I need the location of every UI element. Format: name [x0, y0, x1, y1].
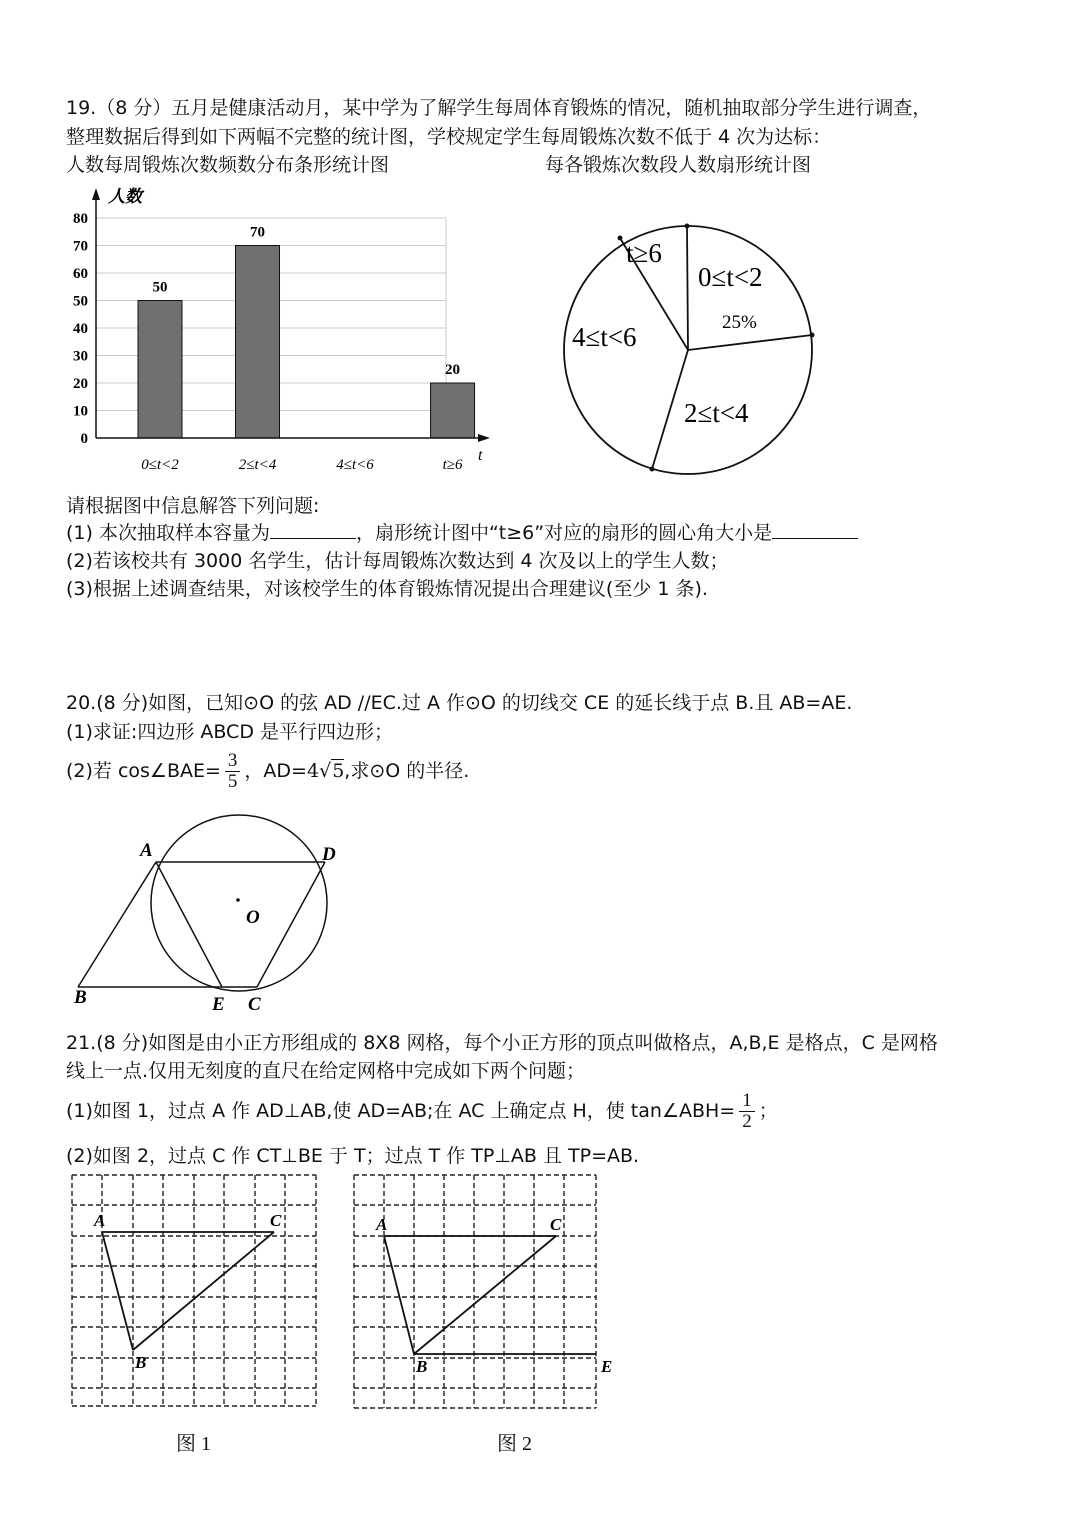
x-category-label: 0≤t<2 — [141, 457, 179, 473]
q21-line3-b: ； — [758, 1100, 778, 1122]
sqrt-sign: √ — [319, 760, 332, 782]
q21-line2: 线上一点.仅用无刻度的直尺在给定网格中完成如下两个问题； — [66, 1060, 586, 1082]
pie-chart — [540, 200, 840, 490]
center-dot — [236, 898, 240, 902]
q21-line4: (2)如图 2，过点 C 作 CT⊥BE 于 T；过点 T 作 TP⊥AB 且 TP=AB. — [66, 1145, 640, 1167]
grid-lines-2 — [354, 1175, 596, 1408]
grid-lines-1 — [72, 1175, 316, 1406]
q19-sub1 — [66, 520, 858, 546]
y-tick-label: 20 — [73, 376, 88, 392]
q20-line3-b: ，AD= — [244, 760, 307, 782]
q19-sub1-a: (1) 本次抽取样本容量为 — [66, 522, 270, 544]
pie-radius-4 — [652, 350, 688, 469]
q21-line1: 21.(8 分)如图是由小正方形组成的 8X8 网格，每个小正方形的顶点叫做格点，A,B,E 是格点，C 是网格 — [66, 1032, 938, 1054]
y-tick-label: 80 — [73, 211, 88, 227]
pie-label-t-ge-6: t≥6 — [626, 238, 662, 268]
y-tick-label: 0 — [80, 431, 88, 447]
y-tick-label: 60 — [73, 266, 88, 282]
q19-sub2: (2)若该校共有 3000 名学生，估计每周锻炼次数达到 4 次及以上的学生人数； — [66, 550, 729, 572]
y-axis-arrow — [92, 188, 100, 200]
y-tick-label: 30 — [73, 348, 88, 365]
segment-ab-1 — [102, 1232, 133, 1350]
segment-ab — [78, 862, 156, 987]
label-e: E — [212, 994, 225, 1015]
pie-label-2-4: 2≤t<4 — [684, 398, 749, 428]
segment-ab-2 — [384, 1236, 414, 1354]
q20-figure — [60, 800, 360, 1020]
bar-value-label: 20 — [445, 362, 461, 378]
q20-line2: (1)求证:四边形 ABCD 是平行四边形； — [66, 721, 393, 743]
answer-blank-2[interactable] — [772, 520, 858, 539]
label-a: A — [140, 840, 153, 861]
y-tick-label: 40 — [73, 321, 88, 337]
pie-label-0-2: 0≤t<2 — [698, 262, 763, 292]
label-o: O — [246, 907, 260, 928]
label-b-2: B — [416, 1357, 428, 1376]
q20-line3 — [66, 748, 469, 794]
grid-figure-1 — [60, 1170, 340, 1430]
label-e-2: E — [601, 1357, 613, 1376]
frac-num: 1 — [739, 1091, 755, 1112]
frac-num: 3 — [225, 751, 241, 772]
q20-line3-c: ,求⊙O 的半径. — [344, 760, 470, 782]
pie-radius-2 — [687, 226, 688, 350]
figure-1-caption: 图 1 — [176, 1433, 211, 1455]
q19-line1: 19.（8 分）五月是健康活动月，某中学为了解学生每周体育锻炼的情况，随机抽取部分学生进行调查， — [66, 97, 932, 119]
label-c-1: C — [270, 1211, 282, 1230]
x-category-label: 4≤t<6 — [336, 457, 374, 473]
q19-prompt: 请根据图中信息解答下列问题: — [66, 495, 320, 517]
q20-line3-a: (2)若 cos∠BAE= — [66, 760, 221, 782]
y-tick-label: 10 — [73, 403, 88, 420]
y-axis-label: 人数 — [108, 187, 142, 206]
frac-den: 2 — [742, 1111, 752, 1132]
bar-chart — [0, 180, 520, 480]
pie-label-25pct: 25% — [722, 312, 757, 333]
pie-chart-caption: 每各锻炼次数段人数扇形统计图 — [545, 154, 812, 176]
frac-den: 5 — [227, 771, 238, 792]
segment-bc-2 — [414, 1236, 556, 1354]
bar — [431, 383, 475, 438]
bar-chart-caption: 人数每周锻炼次数频数分布条形统计图 — [66, 154, 390, 176]
x-category-label: 2≤t<4 — [238, 457, 277, 473]
fraction-1-2 — [739, 1091, 755, 1132]
q21-line3-a: (1)如图 1，过点 A 作 AD⊥AB,使 AD=AB;在 AC 上确定点 H，使 tan∠ABH= — [66, 1100, 736, 1122]
ad-coef: 4 — [306, 760, 320, 782]
y-tick-label: 70 — [73, 238, 88, 255]
label-a-1: A — [94, 1211, 106, 1230]
radicand: 5 — [332, 760, 345, 782]
fraction-3-5 — [225, 751, 241, 792]
x-axis-arrow — [478, 434, 490, 442]
label-b: B — [74, 987, 87, 1008]
label-d: D — [322, 844, 336, 865]
label-a-2: A — [376, 1215, 388, 1234]
q19-sub3: (3)根据上述调查结果，对该校学生的体育锻炼情况提出合理建议(至少 1 条). — [66, 578, 708, 600]
x-category-label: t≥6 — [442, 457, 463, 473]
x-axis-label: t — [478, 447, 483, 464]
segment-dc — [257, 862, 325, 987]
segment-bc-1 — [133, 1232, 274, 1350]
figure-2-caption: 图 2 — [497, 1433, 532, 1455]
q19-line2: 整理数据后得到如下两幅不完整的统计图，学校规定学生每周锻炼次数不低于 4 次为达标： — [66, 126, 832, 148]
q19-sub1-b: ，扇形统计图中“t≥6”对应的扇形的圆心角大小是 — [355, 522, 773, 544]
bar — [138, 301, 182, 439]
y-tick-label: 50 — [73, 293, 88, 310]
label-c: C — [248, 994, 261, 1015]
label-c-2: C — [550, 1215, 562, 1234]
q21-line3 — [66, 1088, 778, 1134]
pie-label-4-6: 4≤t<6 — [572, 322, 637, 352]
q20-line1: 20.(8 分)如图，已知⊙O 的弦 AD //EC.过 A 作⊙O 的切线交 CE 的延长线于点 B.且 AB=AE. — [66, 692, 853, 714]
answer-blank-1[interactable] — [270, 520, 356, 539]
bar — [236, 246, 280, 439]
bar-value-label: 50 — [152, 279, 168, 296]
label-b-1: B — [135, 1353, 147, 1372]
bar-value-label: 70 — [250, 224, 266, 241]
pie-radius-3 — [688, 335, 812, 350]
grid-figure-2 — [340, 1170, 630, 1430]
segment-ae — [156, 862, 222, 987]
